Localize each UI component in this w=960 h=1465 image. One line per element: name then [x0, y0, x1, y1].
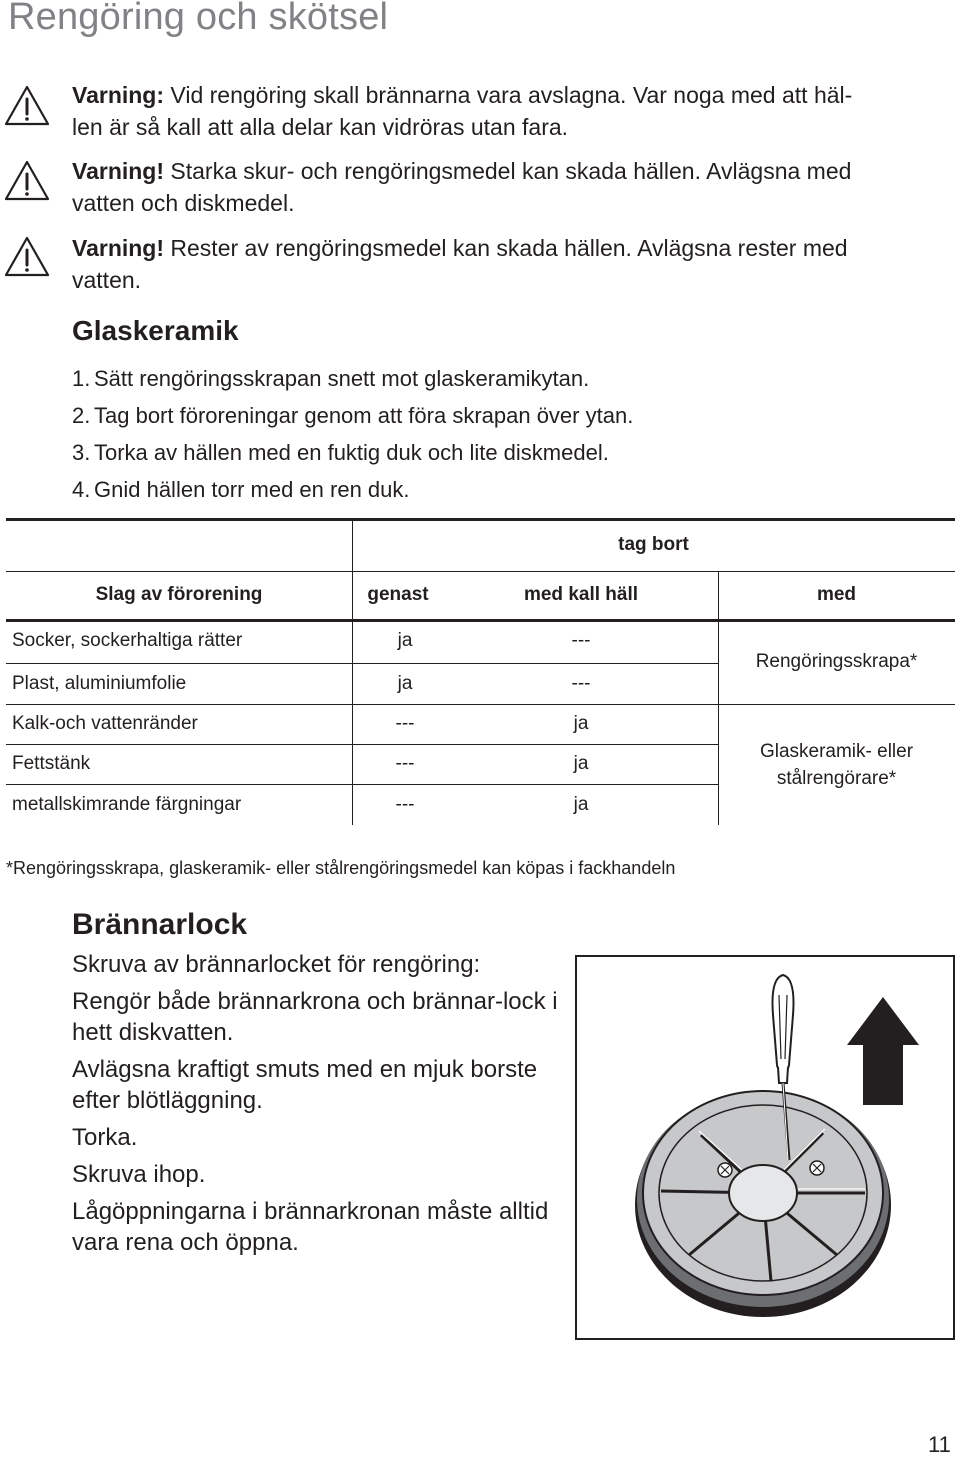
section-heading-glaskeramik: Glaskeramik [72, 315, 239, 346]
table-cell-med [718, 704, 955, 825]
warning-2 [72, 155, 957, 219]
paragraph: Skruva av brännarlocket för rengöring: [72, 951, 481, 978]
table-cell-type: Kalk-och vattenränder [12, 713, 198, 734]
table-footnote: *Rengöringsskrapa, glaskeramik- eller stålrengöringsmedel kan köpas i fackhandeln [6, 858, 676, 878]
paragraph: Lågöppningarna i brännarkronan måste alltid vara rena och öppna. [72, 1198, 549, 1256]
step-text: Torka av hällen med en fuktig duk och lite diskmedel. [94, 440, 609, 465]
list-item [72, 360, 633, 397]
table-cell-kall: ja [573, 713, 589, 734]
table-cell-type: metallskimrande färgningar [12, 793, 242, 815]
step-text: Sätt rengöringsskrapan snett mot glaskeramikytan. [94, 366, 590, 391]
warning-3 [72, 232, 957, 296]
warning-text-cont: vatten och diskmedel. [72, 190, 295, 216]
table-cell-med: Rengöringsskrapa* [755, 650, 918, 672]
table-cell-genast: --- [395, 793, 415, 815]
section-heading-brannarlock: Brännarlock [72, 908, 248, 941]
table-cell-kall: --- [571, 630, 591, 651]
cleaning-steps [72, 360, 633, 508]
warning-triangle-icon [4, 159, 50, 201]
step-text: Tag bort föroreningar genom att föra skrapan över ytan. [94, 403, 634, 428]
list-item [72, 471, 633, 508]
paragraph: Torka. [72, 1124, 138, 1151]
table-cell-kall: --- [571, 672, 591, 694]
table-cell-type: Fettstänk [12, 753, 91, 774]
column-header-kall: med kall häll [523, 584, 639, 605]
warning-triangle-icon [4, 235, 50, 277]
table-cell-kall: ja [573, 793, 589, 815]
step-number: 2. [72, 403, 91, 428]
med-line: Glaskeramik- eller [759, 740, 914, 762]
step-number: 3. [72, 440, 91, 465]
warning-text-cont: vatten. [72, 267, 142, 293]
warning-label: Varning! [72, 235, 165, 261]
page-title: Rengöring och skötsel [8, 0, 389, 38]
column-header-type: Slag av förorening [95, 584, 263, 605]
warning-label: Varning! [72, 158, 165, 184]
cleaning-table [6, 518, 955, 825]
step-number: 4. [72, 477, 91, 502]
warning-text: Rester av rengöringsmedel kan skada hällen. Avlägsna rester med [164, 235, 848, 261]
warning-triangle-icon [4, 84, 50, 126]
warning-label: Varning: [72, 82, 165, 108]
table-group-header: tag bort [618, 533, 689, 555]
table-cell-genast: ja [397, 630, 413, 651]
paragraph: Skruva ihop. [72, 1161, 206, 1188]
warning-text: Starka skur- och rengöringsmedel kan skada hällen. Avlägsna med [164, 158, 852, 184]
table-cell-type: Plast, aluminiumfolie [12, 672, 187, 694]
paragraph: Rengör både brännarkrona och brännar-lock i hett diskvatten. [72, 988, 558, 1046]
column-header-genast: genast [367, 584, 429, 605]
list-item [72, 397, 633, 434]
table-cell-kall: ja [573, 753, 589, 774]
table-cell-genast: --- [395, 753, 415, 774]
table-cell-genast: --- [395, 713, 415, 734]
page-number: 11 [928, 1432, 951, 1457]
burner-section [72, 905, 562, 1264]
warning-1 [72, 79, 957, 143]
table-cell-genast: ja [397, 672, 413, 694]
med-line: stålrengörare* [776, 767, 897, 789]
step-number: 1. [72, 366, 91, 391]
burner-cap-illustration [575, 955, 955, 1340]
table-cell-type: Socker, sockerhaltiga rätter [12, 630, 243, 651]
warning-text-cont: len är så kall att alla delar kan vidröras utan fara. [72, 114, 569, 140]
column-header-med: med [816, 584, 857, 605]
paragraph: Avlägsna kraftigt smuts med en mjuk borste efter blötläggning. [72, 1056, 538, 1114]
step-text: Gnid hällen torr med en ren duk. [94, 477, 410, 502]
list-item [72, 434, 633, 471]
warning-text: Vid rengöring skall brännarna vara avslagna. Var noga med att häl- [164, 82, 853, 108]
